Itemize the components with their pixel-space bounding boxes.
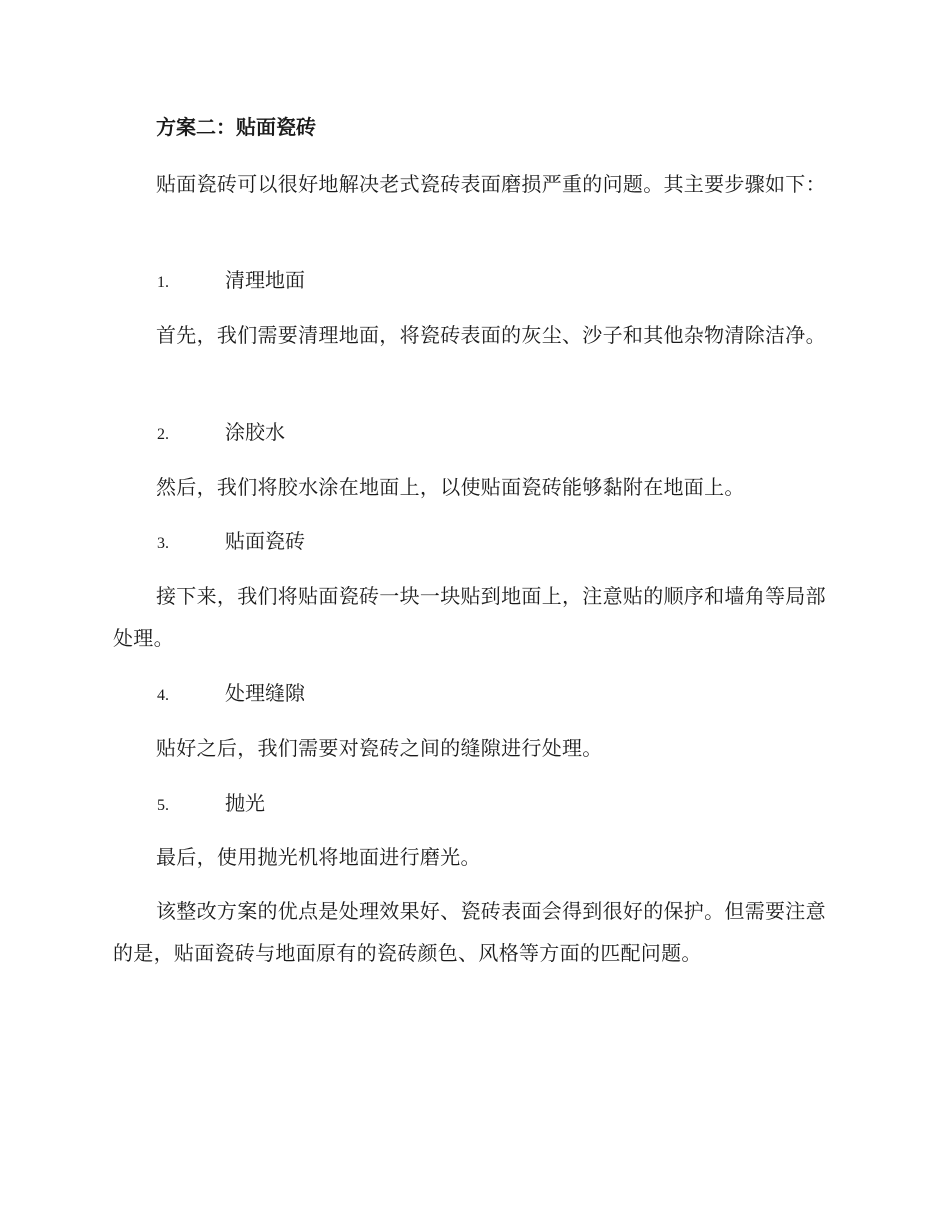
step-item (157, 789, 265, 817)
step-description: 接下来，我们将贴面瓷砖一块一块贴到地面上，注意贴的顺序和墙角等局部处理。 (113, 584, 826, 650)
step-number: 3. (157, 535, 169, 552)
step-title: 清理地面 (225, 268, 305, 292)
step-title: 处理缝隙 (225, 681, 305, 705)
step-item (157, 418, 285, 446)
conclusion-paragraph: 该整改方案的优点是处理效果好、瓷砖表面会得到很好的保护。但需要注意的是，贴面瓷砖与地面原有的瓷砖颜色、风格等方面的匹配问题。 (113, 899, 826, 965)
step-description: 然后，我们将胶水涂在地面上，以使贴面瓷砖能够黏附在地面上。 (156, 475, 745, 499)
step-item (157, 266, 305, 294)
section-heading: 方案二：贴面瓷砖 (156, 115, 316, 139)
step-description: 贴好之后，我们需要对瓷砖之间的缝隙进行处理。 (156, 736, 603, 760)
step-title: 贴面瓷砖 (225, 529, 305, 553)
step-number: 2. (157, 426, 169, 443)
step-description: 最后，使用抛光机将地面进行磨光。 (156, 845, 481, 869)
step-item (157, 679, 305, 707)
intro-paragraph: 贴面瓷砖可以很好地解决老式瓷砖表面磨损严重的问题。其主要步骤如下： (156, 172, 826, 196)
step-description: 首先，我们需要清理地面，将瓷砖表面的灰尘、沙子和其他杂物清除洁净。 (156, 323, 826, 347)
step-title: 涂胶水 (225, 420, 285, 444)
step-number: 4. (157, 687, 169, 704)
step-title: 抛光 (225, 791, 265, 815)
step-number: 5. (157, 797, 169, 814)
step-item (157, 527, 305, 555)
step-number: 1. (157, 274, 169, 291)
